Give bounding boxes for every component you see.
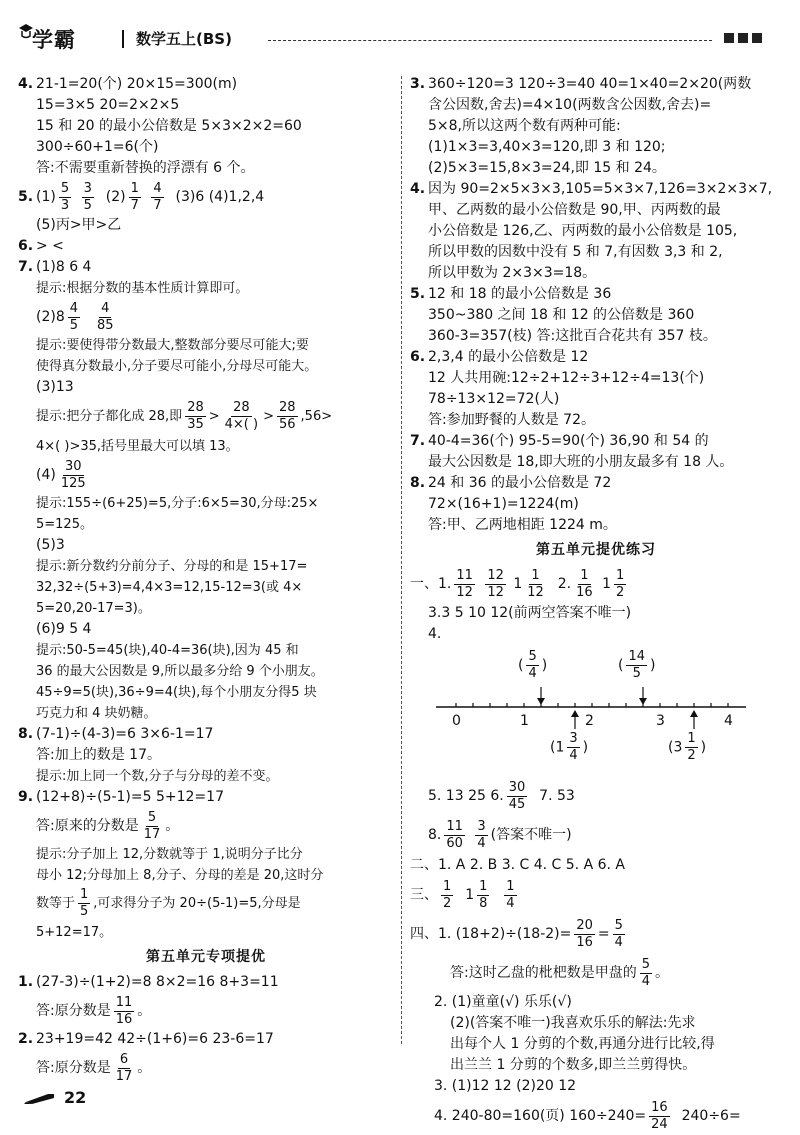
- brand-logo: 学霸: [32, 28, 76, 52]
- fraction: $\frac{30}{125}$: [60, 458, 86, 491]
- fraction: $\frac{11}{60}$: [446, 818, 463, 851]
- point-label: ( $\frac{14}{5}$ ): [618, 649, 656, 681]
- answer-line: 所以甲数为 2×3×3=18。: [428, 265, 597, 281]
- fraction: $\frac{6}{17}$: [115, 1051, 133, 1084]
- answer-line: 答:不需要重新替换的浮漂有 6 个。: [36, 160, 255, 176]
- answer-line: 最大公因数是 18,即大班的小朋友最多有 18 人。: [428, 454, 734, 470]
- answer-line: 小公倍数是 126,乙、丙两数的最小公倍数是 105,: [428, 223, 738, 239]
- answer-line: 答:参加野餐的人数是 72。: [428, 412, 595, 428]
- answer-line: 3. (1)12 12 (2)20 12: [434, 1078, 577, 1094]
- answer-line: 360-3=357(枝) 答:这批百合花共有 357 枝。: [428, 328, 717, 344]
- fraction: $\frac{5}{4}$: [614, 917, 623, 950]
- answer-line: 360÷120=3 120÷3=40 40=1×40=2×20(两数: [428, 76, 752, 92]
- header-dashed-rule: [268, 40, 712, 41]
- answer-line: 所以甲数的因数中没有 5 和 7,有因数 3,3 和 2,: [428, 244, 723, 260]
- hint-line: 5=125。: [36, 517, 93, 532]
- hint-line: 5=20,20-17=3)。: [36, 601, 151, 616]
- fraction: $\frac{1}{2}$: [616, 567, 625, 600]
- number-line: [410, 649, 782, 771]
- hint-line: 提示:根据分数的基本性质计算即可。: [36, 281, 249, 296]
- hint-line: 母小 12;分母加上 8,分子、分母的差是 20,这时分: [36, 868, 324, 883]
- fraction: $\frac{1}{4}$: [506, 878, 515, 911]
- answer-line: 4.: [428, 626, 442, 642]
- answer-line: (7-1)÷(4-3)=6 3×6-1=17: [36, 726, 214, 742]
- hint-line: 提示:155÷(6+25)=5,分子:6×5=30,分母:25×: [36, 496, 319, 511]
- header-square-icon: [738, 33, 748, 43]
- answer-line: 5×8,所以这两个数有两种可能:: [428, 118, 621, 134]
- answer-line: 甲、乙两数的最小公倍数是 90,甲、丙两数的最: [428, 202, 721, 218]
- point-label: (1 $\frac{3}{4}$ ): [550, 731, 589, 763]
- column-divider: [401, 76, 402, 1044]
- fraction: $\frac{16}{24}$: [651, 1099, 668, 1132]
- answer-line: 300÷60+1=6(个): [36, 139, 159, 155]
- left-column: 4. 21-1=20(个) 20×15=300(m) 15=3×5 20=2×2×5 15 和 20 的最小公倍数是 5×3×2×2=60 300÷60+1=6(个) 答:不需要重新替换的浮漂有 6 个。 5. (1) $\frac{5}{3}$ $\frac{3}{5}$ (2) $\frac{1}{7}$ $\frac{4}{7}$ (3)6 (4)1,2,4 (5)丙>甲>乙 6. > < 7. (1)8 6 4 提示:根据分数的基本性质计算即可。 (2)8 $\frac{4}{5}$ $\frac{4}{85}$ 提示:要使得带分数最大,整数部分要尽可能大;要 使得真分数最小,分子要尽可能小,分母尽可能大。 (3)13 提示:把分子都化成 28,即 $\frac{28}{35}$ > $\frac{28}{4\times( )}$ > $\frac{28}{56}$ ,56> 4×( )>35,括号里最大可以填 13。 (4) $\frac{30}{125}$ 提示:155÷(6+25)=5,分子:6×5=30,分母:25× 5=125。 (5)3 提示:新分数约分前分子、分母的和是 15+17= 32,32÷(5+3)=4,4×3=12,15-12=3(或 4× 5=20,20-17=3)。 (6)9 5 4 提示:50-5=45(块),40-4=36(块),因为 45 和 36 的最大公因数是 9,所以最多分给 9 个小朋友。 45÷9=5(块),36÷9=4(块),每个小朋友分得5 块 巧克力和 4 块奶糖。 8. (7-1)÷(4-3)=6 3×6-1=17 答:加上的数是 17。 提示:加上同一个数,分子与分母的差不变。 9. (12+8)÷(5-1)=5 5+12=17 答:原来的分数是 $\frac{5}{17}$ 。 提示:分子加上 12,分数就等于 1,说明分子比分 母小 12;分母加上 8,分子、分母的差是 20,这时分 数等于 $\frac{1}{5}$ ,可求得分子为 20÷(5-1)=5,分母是 5+12=17。 第五单元专项提优 1. (27-3)÷(1+2)=8 8×2=16 8+3=11 答:原分数是 $\frac{11}{16}$ 。 2. 23+19=42 42÷(1+6)=6 23-6=17 答:原分数是 $\frac{6}{17}$ 。: [18, 74, 394, 1086]
- fraction: $\frac{1}{2}$: [443, 878, 452, 911]
- fraction: $\frac{3}{5}$: [83, 180, 92, 213]
- hint-line: 提示:新分数约分前分子、分母的和是 15+17=: [36, 559, 308, 574]
- answer-line: 72×(16+1)=1224(m): [428, 496, 579, 512]
- answer-line: 40-4=36(个) 95-5=90(个) 36,90 和 54 的: [428, 433, 709, 449]
- pencil-icon: [24, 1092, 58, 1104]
- page-number: 22: [64, 1088, 87, 1107]
- answer-line: (12+8)÷(5-1)=5 5+12=17: [36, 789, 224, 805]
- tick-label: 2: [585, 713, 594, 729]
- answer-line: 答:加上的数是 17。: [36, 747, 161, 763]
- answer-line: 78÷13×12=72(人): [428, 391, 560, 407]
- answer-line: (6)9 5 4: [36, 621, 92, 637]
- fraction: $\frac{1}{7}$: [130, 180, 139, 213]
- fraction: $\frac{4}{5}$: [69, 300, 79, 333]
- section-title: 第五单元提优练习: [536, 542, 656, 558]
- answer-line: 出每个人 1 分剪的个数,再通分进行比较,得: [450, 1036, 715, 1052]
- fraction: $\frac{5}{3}$: [60, 180, 70, 213]
- answer-line: 350~380 之间 18 和 12 的公倍数是 360: [428, 307, 695, 323]
- hint-line: 5+12=17。: [36, 925, 113, 940]
- answer-line: 21-1=20(个) 20×15=300(m): [36, 76, 238, 92]
- hint-line: 提示:加上同一个数,分子与分母的差不变。: [36, 769, 279, 784]
- fraction: $\frac{11}{16}$: [115, 994, 133, 1027]
- fraction: $\frac{3}{4}$: [477, 818, 486, 851]
- number-line-graphic: [410, 649, 782, 771]
- fraction: $\frac{4}{7}$: [153, 180, 162, 213]
- fraction: $\frac{1}{8}$: [479, 878, 488, 911]
- fraction: $\frac{30}{45}$: [508, 779, 526, 812]
- answer-line: 2. (1)童童(√) 乐乐(√): [434, 994, 572, 1010]
- fraction: $\frac{1}{12}$: [527, 567, 544, 600]
- answer-line: 12 人共用碗:12÷2+12÷3+12÷4=13(个): [428, 370, 705, 386]
- fraction: $\frac{11}{12}$: [456, 567, 473, 600]
- answer-line: 出兰兰 1 分剪的个数多,即兰兰剪得快。: [450, 1057, 697, 1073]
- hint-line: 提示:分子加上 12,分数就等于 1,说明分子比分: [36, 847, 303, 862]
- answer-line: 15=3×5 20=2×2×5: [36, 97, 180, 113]
- hint-line: 4×( )>35,括号里最大可以填 13。: [36, 439, 239, 454]
- answer-line: (27-3)÷(1+2)=8 8×2=16 8+3=11: [36, 974, 279, 990]
- fraction: $\frac{1}{5}$: [80, 887, 89, 919]
- point-label: (3 $\frac{1}{2}$ ): [668, 731, 707, 763]
- hint-line: 提示:50-5=45(块),40-4=36(块),因为 45 和: [36, 643, 299, 658]
- answer-line: (5)丙>甲>乙: [36, 217, 122, 233]
- answer-line: (1)1×3=3,40×3=120,即 3 和 120;: [428, 139, 666, 155]
- tick-label: 3: [656, 713, 665, 729]
- hint-line: 36 的最大公因数是 9,所以最多分给 9 个小朋友。: [36, 664, 324, 679]
- answer-line: (2)5×3=15,8×3=24,即 15 和 24。: [428, 160, 666, 176]
- answer-line: (3)13: [36, 379, 74, 395]
- answer-line: (2)(答案不唯一)我喜欢乐乐的解法:先求: [450, 1015, 696, 1031]
- hint-line: 45÷9=5(块),36÷9=4(块),每个小朋友分得5 块: [36, 685, 317, 700]
- fraction: $\frac{5}{17}$: [143, 809, 161, 842]
- fraction: $\frac{28}{4\times( )}$: [224, 400, 259, 432]
- fraction: $\frac{20}{16}$: [576, 917, 593, 950]
- answer-line: 15 和 20 的最小公倍数是 5×3×2×2=60: [36, 118, 302, 134]
- header-divider: [122, 30, 124, 48]
- header-square-icon: [724, 33, 734, 43]
- answer-line: 23+19=42 42÷(1+6)=6 23-6=17: [36, 1031, 274, 1047]
- header-square-icon: [752, 33, 762, 43]
- answer-line: 因为 90=2×5×3×3,105=5×3×7,126=3×2×3×7,: [428, 181, 773, 197]
- section-title: 第五单元专项提优: [146, 949, 266, 965]
- fraction: $\frac{28}{35}$: [187, 400, 204, 432]
- answer-line: (1)8 6 4: [36, 259, 92, 275]
- point-label: ( $\frac{5}{4}$ ): [518, 649, 548, 681]
- answer-line: 二、1. A 2. B 3. C 4. C 5. A 6. A: [410, 857, 625, 873]
- answer-line: > <: [36, 238, 64, 254]
- page-header: [18, 20, 782, 56]
- tick-label: 0: [452, 713, 461, 729]
- hint-line: 32,32÷(5+3)=4,4×3=12,15-12=3(或 4×: [36, 580, 303, 595]
- answer-line: (5)3: [36, 537, 65, 553]
- answer-line: 12 和 18 的最小公倍数是 36: [428, 286, 612, 302]
- answer-line: 2,3,4 的最小公倍数是 12: [428, 349, 589, 365]
- answer-line: 答:甲、乙两地相距 1224 m。: [428, 517, 617, 533]
- fraction: $\frac{28}{56}$: [279, 400, 296, 432]
- fraction: $\frac{4}{85}$: [96, 300, 114, 333]
- hint-line: 巧克力和 4 块奶糖。: [36, 706, 157, 721]
- hint-line: 提示:要使得带分数最大,整数部分要尽可能大;要: [36, 338, 309, 353]
- answer-line: 3.3 5 10 12(前两空答案不唯一): [428, 605, 632, 621]
- tick-label: 4: [724, 713, 733, 729]
- fraction: $\frac{1}{16}$: [576, 567, 593, 600]
- right-column: 3. 360÷120=3 120÷3=40 40=1×40=2×20(两数 含公因数,舍去)=4×10(两数含公因数,舍去)= 5×8,所以这两个数有两种可能: (1)1×3=3,40×3=120,即 3 和 120; (2)5×3=15,8×3=24,即 15 和 24。 4. 因为 90=2×5×3×3,105=5×3×7,126=3×2×3×7, 甲、乙两数的最小公倍数是 90,甲、丙两数的最 小公倍数是 126,乙、丙两数的最小公倍数是 105, 所以甲数的因数中没有 5 和 7,有因数 3,3 和 2, 所以甲数为 2×3×3=18。 5. 12 和 18 的最小公倍数是 36 350~380 之间 18 和 12 的公倍数是 360 360-3=357(枝) 答:这批百合花共有 357 枝。 6. 2,3,4 的最小公倍数是 12 12 人共用碗:12÷2+12÷3+12÷4=13(个) 78÷13×12=72(人) 答:参加野餐的人数是 72。 7. 40-4=36(个) 95-5=90(个) 36,90 和 54 的 最大公因数是 18,即大班的小朋友最多有 18 人。 8. 24 和 36 的最小公倍数是 72 72×(16+1)=1224(m) 答:甲、乙两地相距 1224 m。 第五单元提优练习 一、1. $\frac{11}{12}$ $\frac{12}{12}$ 1 $\frac{1}{12}$ 2. $\frac{1}{16}$ 1 $\frac{1}{2}$ 3.3 5 10 12(前两空答案不唯一) 4. 0 1 2 3 4 ( $\frac{5}{4}$ ) ( $\frac{14}{5}$ ) (1 $\frac{3}{4}$ ) (3 $\frac{1}{2}$ ) 5. 13 25 6. $\frac{30}{45}$ 7. 53 8. $\frac{11}{60}$ $\frac{3}{4}$ (答案不唯一) 二、1. A 2. B 3. C 4. C 5. A 6. A 三、 $\frac{1}{2}$ 1 $\frac{1}{8}$ $\frac{1}{4}$ 四、1. (18+2)÷(18-2)= $\frac{20}{16}$ = $\frac{5}{4}$ 答:这时乙盘的枇杷数是甲盘的 $\frac{5}{4}$ 。 2. (1)童童(√) 乐乐(√) (2)(答案不唯一)我喜欢乐乐的解法:先求 出每个人 1 分剪的个数,再通分进行比较,得 出兰兰 1 分剪的个数多,即兰兰剪得快。 3. (1)12 12 (2)20 12 4. 240-80=160(页) 160÷240= $\frac{16}{24}$ 240÷6=: [410, 74, 782, 1135]
- book-title: 数学五上(BS): [136, 30, 232, 48]
- fraction: $\frac{5}{4}$: [641, 956, 650, 989]
- tick-label: 1: [520, 713, 529, 729]
- answer-line: 含公因数,舍去)=4×10(两数含公因数,舍去)=: [428, 97, 712, 113]
- fraction: $\frac{12}{12}$: [487, 567, 504, 600]
- hint-line: 使得真分数最小,分子要尽可能小,分母尽可能大。: [36, 359, 318, 374]
- answer-line: 24 和 36 的最小公倍数是 72: [428, 475, 612, 491]
